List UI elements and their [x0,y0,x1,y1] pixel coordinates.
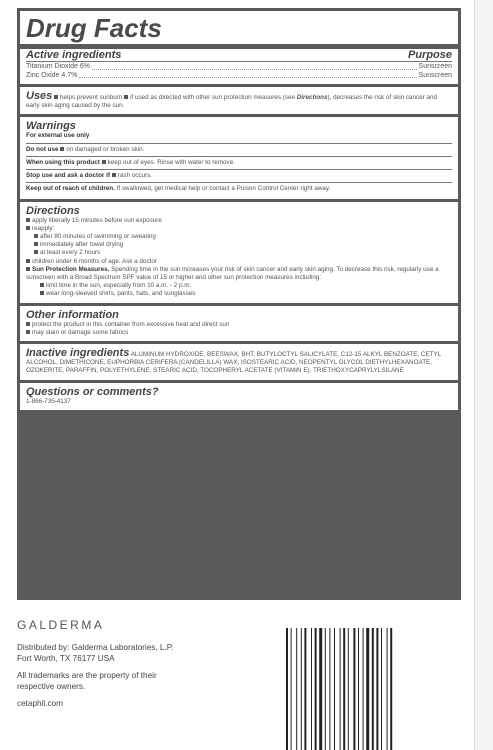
brand-name: GALDERMA [17,618,105,632]
bullet-icon [26,330,30,334]
directions-header: Directions [26,204,80,217]
bullet-icon [26,322,30,326]
bullet-icon [60,147,64,151]
other-information-panel: Other information protect the product in this container from excessive heat and direct sun may stain or damage some fabrics [20,306,458,341]
questions-panel [20,383,458,410]
bullet-icon [34,250,38,254]
active-ingredients-panel [20,11,458,84]
phone-number: 1-866-735-4137 [26,397,71,405]
other-information-header: Other information [26,308,119,321]
bullet-icon [26,218,30,222]
drug-facts-label [17,8,461,600]
bullet-icon [40,291,44,295]
external-use-text: For external use only [26,132,90,140]
directions-panel: Directions apply liberally 15 minutes before sun exposure reapply: after 80 minutes of swimming or sweating immediately after towel drying at least every 2 hours children under 6 months of age: Ask a doctor Sun Protection Measures. Spending time in the sun increases your risk of skin cancer and early skin aging. To decrease this risk, regularly use a sunscreen with a Broad Spectrum SPF value of 15 or higher and other sun protection measures including: limit time in the sun, especially from 10 a.m. - 2 p.m. wear long-sleeved shirts, pants, hats, and sunglasses [20,202,458,303]
distributor-block: GALDERMA Distributed by: Galderma Laboratories, L.P. Fort Worth, TX 76177 USA All trademarks are the property of their respective owners. cetaphil.com [17,618,237,709]
bullet-icon [102,160,106,164]
warnings-header: Warnings [26,120,76,133]
active-ingredient-row: Zinc Oxide 4.7% Sunscreen [26,71,452,79]
bullet-icon [34,234,38,238]
bullet-icon [34,242,38,246]
bullet-icon [54,95,58,99]
bullet-icon [26,226,30,230]
bullet-icon [26,267,30,271]
website-link: cetaphil.com [17,699,63,708]
background-strip [474,0,493,750]
active-ingredients-header: Active ingredients [26,49,122,61]
bullet-icon [112,173,116,177]
questions-header: Questions or comments? [26,385,159,398]
active-ingredient-row: Titanium Dioxide 6% Sunscreen [26,63,452,70]
warnings-panel: Warnings For external use only Do not use on damaged or broken skin. When using this product keep out of eyes. Rinse with water to remove. Stop use and ask a doctor if rash occurs. Keep out of reach of children. If swallowed, get medical help or contact a Poison Control Center right away. [20,117,458,198]
bullet-icon [26,259,30,263]
bullet-icon [124,95,128,99]
barcode-icon [284,628,428,750]
uses-panel: Uses helps prevent sunburn if used as directed with other sun protection measures (see Directions), decreases the risk of skin cancer and early skin aging caused by the sun. [20,87,458,114]
uses-header: Uses [26,90,53,102]
bullet-icon [40,283,44,287]
inactive-ingredients-list: ALUMINUM HYDROXIDE, BEESWAX, BHT, BUTYLOCTYL SALICYLATE, C12-15 ALKYL BENZOATE, CETYL ALCOHOL, DIMETHICONE, EUPHORBIA CERIFERA (CANDELILLA) WAX, ISOSTEARIC ACID, NEOPENTYL GLYCOL DIETHYLHEXANOATE, OZOKERITE, PARAFFIN, POLYETHYLENE, STEARIC ACID, TOCOPHERYL ACETATE (VITAMIN E), TRIETHOXYCAPRYLYLSILANE [26,351,441,375]
inactive-ingredients-header: Inactive ingredients [26,347,130,360]
drug-facts-title: Drug Facts [20,14,458,49]
inactive-ingredients-panel [20,344,458,380]
purpose-header: Purpose [407,49,452,61]
